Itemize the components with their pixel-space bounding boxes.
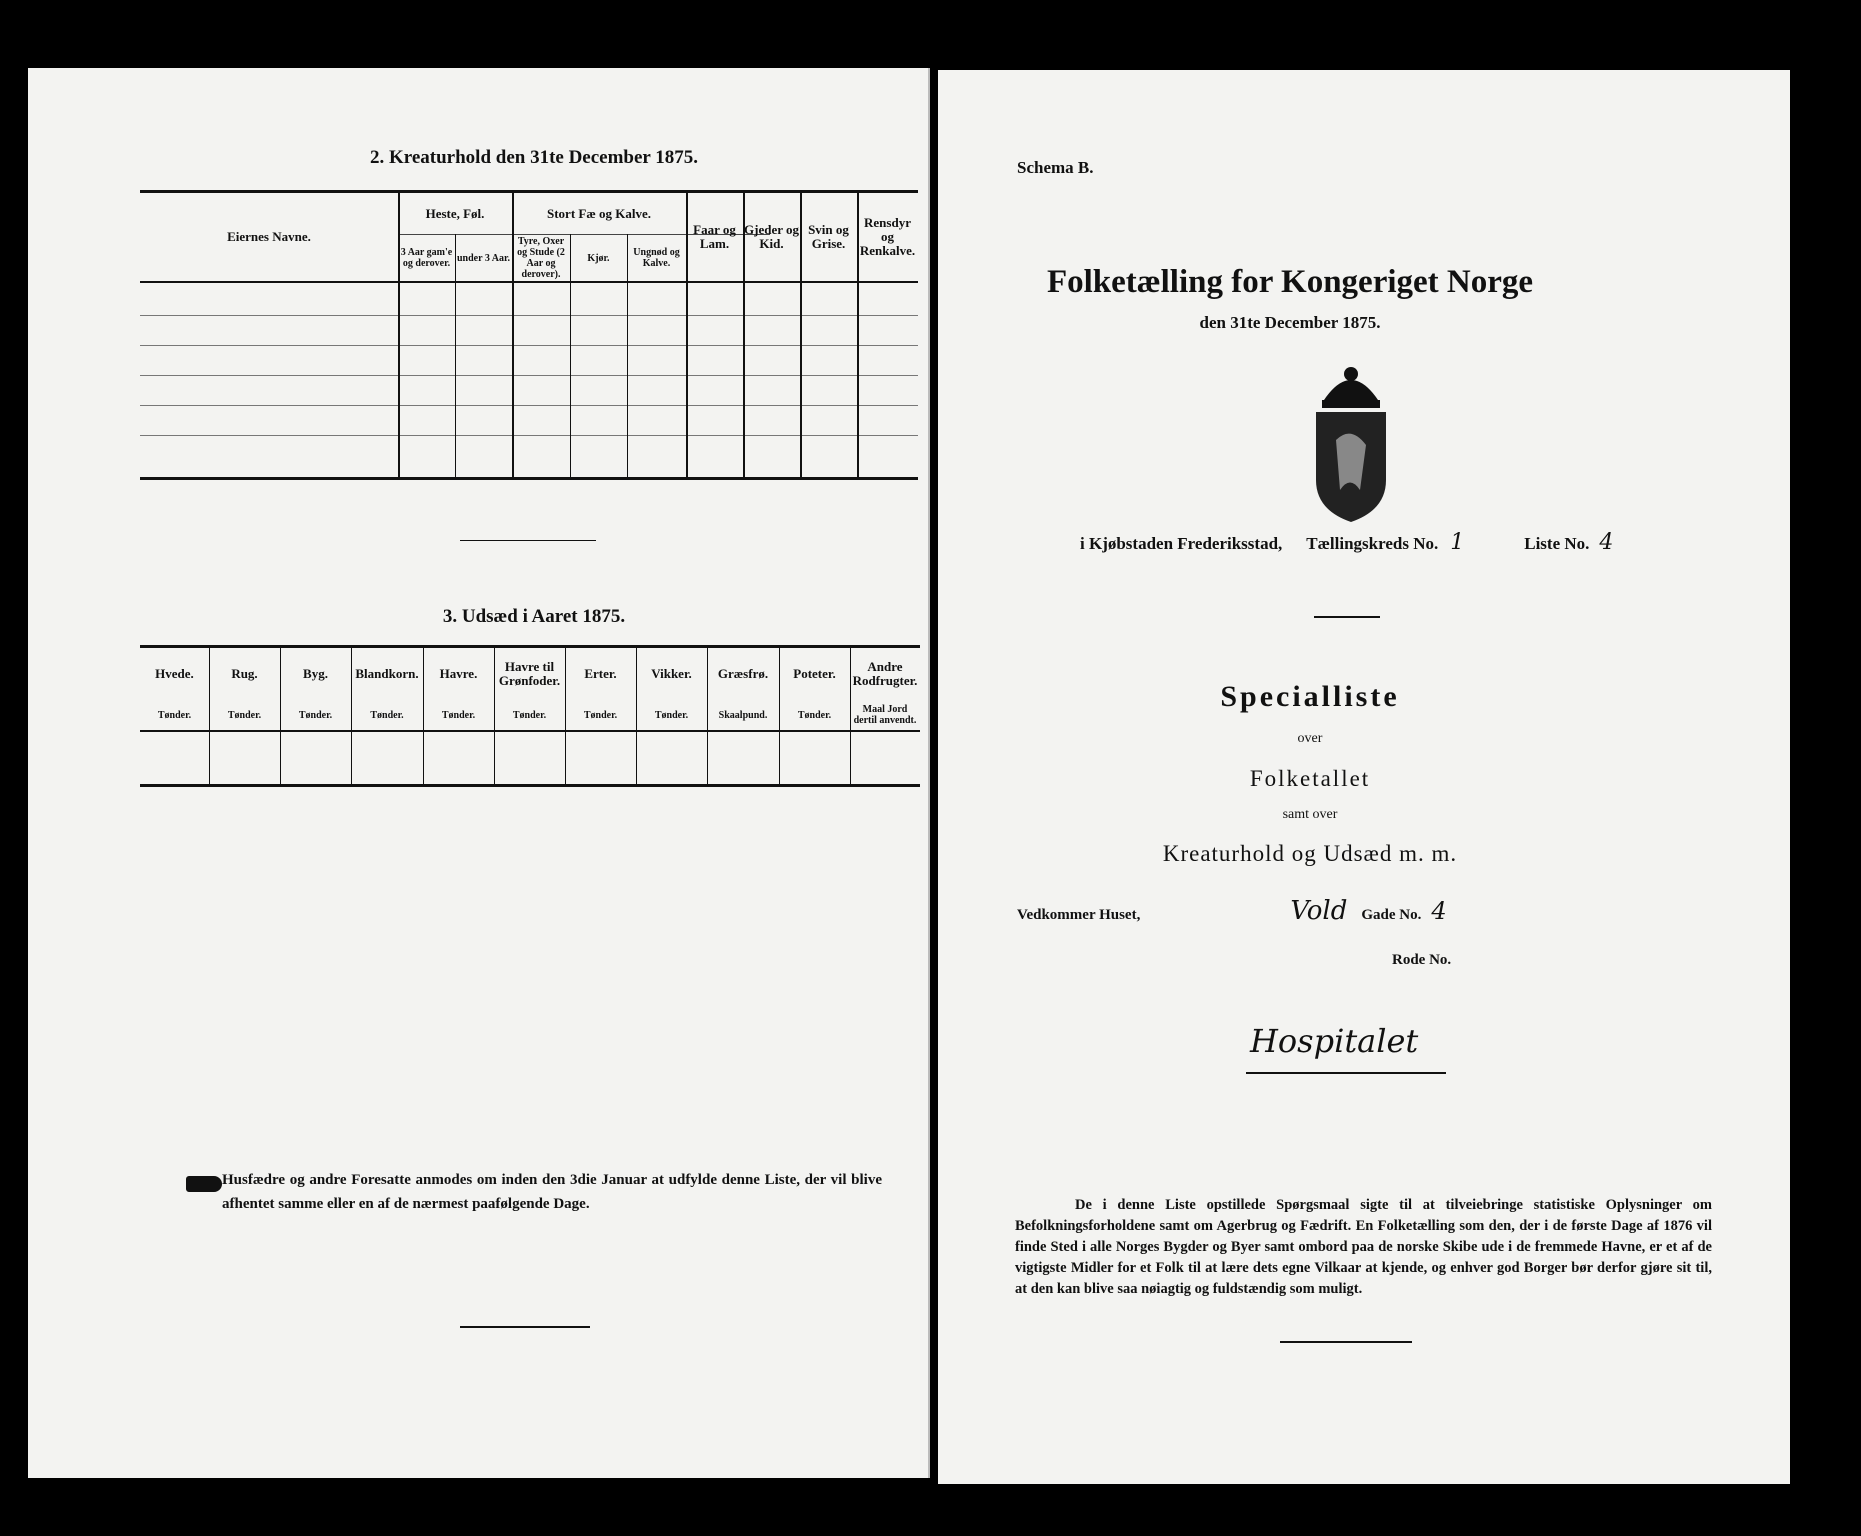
seed-col-unit: Tønder. <box>227 709 262 721</box>
rode-label: Rode No. <box>1392 952 1452 968</box>
header-goats: Gjeder og Kid. <box>744 222 799 251</box>
divider <box>460 1326 590 1328</box>
divider <box>1314 616 1380 618</box>
folketallet-text: Folketallet <box>1249 766 1371 791</box>
census-subtitle: den 31te December 1875. <box>1199 313 1381 332</box>
gade-value: 4 <box>1431 897 1447 925</box>
header-cows: Kjør. <box>587 252 610 264</box>
instruction-note: Husfædre og andre Foresatte anmodes om inden den 3die Januar at udfylde denne Liste, der vil blive afhentet samme eller en af de nærmest paafølgende Dage. <box>222 1172 882 1212</box>
house-name: Hospitalet <box>1250 1022 1419 1060</box>
seed-col-unit: Tønder. <box>512 709 547 721</box>
seed-col-name: Hvede. <box>155 666 194 681</box>
seed-col-name: Andre Rodfrugter. <box>852 659 918 688</box>
over-text: over <box>1297 731 1323 746</box>
seed-col-unit: Tønder. <box>583 709 618 721</box>
seed-col-unit: Tønder. <box>370 709 404 721</box>
samt-over-text: samt over <box>1282 807 1338 822</box>
schema-label: Schema B. <box>1017 158 1094 177</box>
seed-col-name: Erter. <box>584 666 617 681</box>
seed-col-unit: Tønder. <box>298 709 333 721</box>
seed-col-name: Byg. <box>303 666 328 681</box>
header-horses: Heste, Føl. <box>425 205 485 221</box>
seed-col-name: Blandkorn. <box>355 666 419 681</box>
section3-title: 3. Udsæd i Aaret 1875. <box>442 606 626 627</box>
section2-title: 2. Kreaturhold den 31te December 1875. <box>369 147 699 168</box>
gade-label: Gade No. <box>1361 907 1422 923</box>
divider <box>1280 1341 1412 1343</box>
seed-col-unit: Tønder. <box>157 709 192 721</box>
header-horses-young: under 3 Aar. <box>456 252 511 264</box>
location-line <box>1080 530 1613 555</box>
header-cattle: Stort Fæ og Kalve. <box>547 205 651 221</box>
seed-col-name: Havre til Grønfoder. <box>498 659 561 688</box>
specialliste-heading: Specialliste <box>1220 680 1400 713</box>
kreaturhold-text: Kreaturhold og Udsæd m. m. <box>1162 841 1458 866</box>
location-label: i Kjøbstaden Frederiksstad, <box>1080 534 1283 553</box>
livestock-table <box>140 190 918 478</box>
header-horses-old: 3 Aar gam'e og derover. <box>400 247 453 269</box>
coat-of-arms-icon <box>1310 360 1392 524</box>
list-label: Liste No. <box>1524 534 1590 553</box>
header-pigs: Svin og Grise. <box>808 222 849 251</box>
census-title: Folketælling for Kongeriget Norge <box>1046 264 1534 300</box>
seed-col-unit: Tønder. <box>441 709 476 721</box>
seed-col-name: Havre. <box>439 666 478 681</box>
pointing-hand-icon <box>186 1176 222 1192</box>
header-reindeer: Rensdyr og Renkalve. <box>859 215 916 258</box>
seed-col-name: Vikker. <box>651 666 692 681</box>
header-bulls: Tyre, Oxer og Stude (2 Aar og derover). <box>517 236 565 280</box>
district-label: Tællingskreds No. <box>1306 534 1439 553</box>
seed-col-unit: Skaalpund. <box>718 709 768 721</box>
header-sheep: Faar og Lam. <box>693 222 736 251</box>
seed-col-name: Poteter. <box>793 666 836 681</box>
divider <box>1246 1072 1446 1074</box>
seed-table <box>140 645 920 787</box>
list-value: 4 <box>1599 530 1614 555</box>
street-value: Vold <box>1290 896 1348 926</box>
seed-col-name: Græsfrø. <box>717 666 769 681</box>
seed-col-unit: Tønder. <box>654 709 689 721</box>
seed-col-name: Rug. <box>231 666 258 681</box>
seed-col-unit: Tønder. <box>797 709 832 721</box>
house-line <box>1017 896 1447 926</box>
district-value: 1 <box>1450 530 1465 555</box>
header-calves: Ungnød og Kalve. <box>633 247 680 269</box>
seed-col-unit: Maal Jord dertil anvendt. <box>853 704 917 726</box>
divider <box>460 540 596 541</box>
house-label: Vedkommer Huset, <box>1017 907 1141 923</box>
explanation-paragraph: De i denne Liste opstillede Spørgsmaal sigte til at tilveiebringe statistiske Oplysninger om Befolkningsforholdene samt om Agerbrug og Fædrift. En Folketælling som den, der i de første Dage af 1876 vil finde Sted i alle Norges Bygder og Byer samt ombord paa de norske Skibe ude i de fremmede Havne, er et af de vigtigste Midler for et Folk til at lære dets egne Vilkaar at kjende, og enhver god Borger bør derfor gjøre sit til, at den kan blive saa nøiagtig og fuldstændig som muligt. <box>1015 1197 1712 1297</box>
header-owner: Eiernes Navne. <box>227 229 311 244</box>
